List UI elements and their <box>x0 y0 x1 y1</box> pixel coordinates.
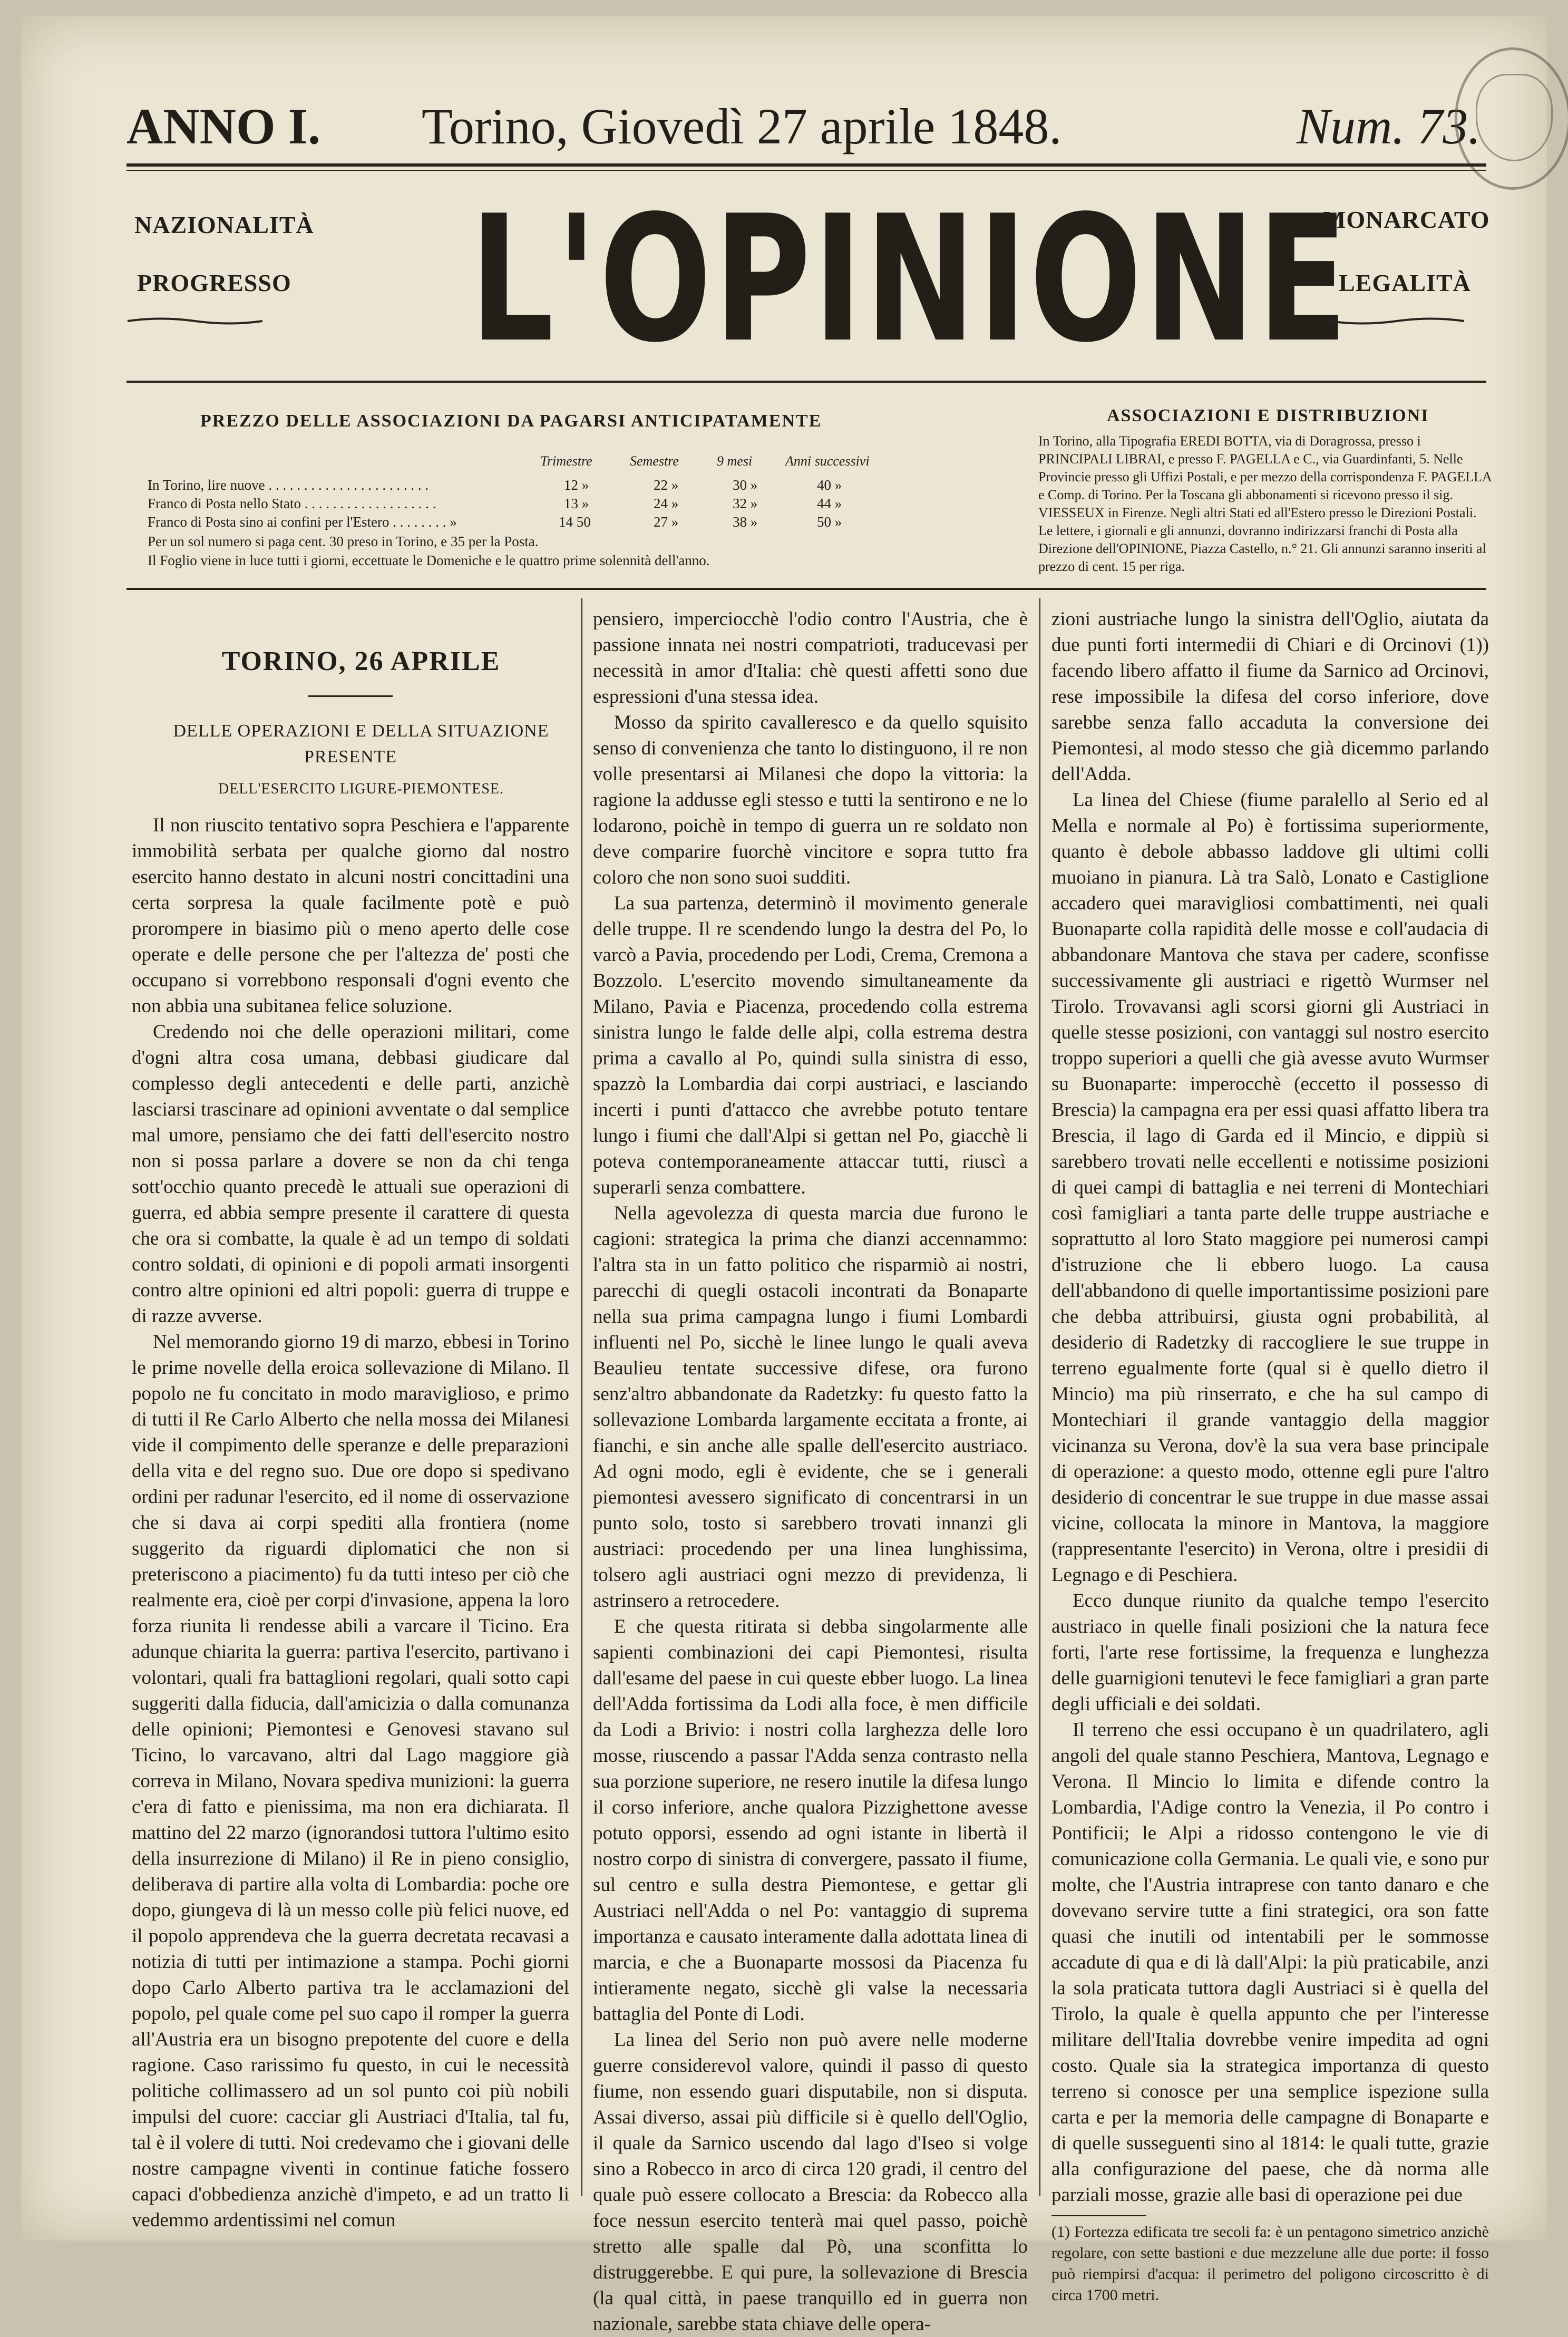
article-column-1 <box>132 606 569 2233</box>
distribution-header: ASSOCIAZIONI E DISTRIBUZIONI <box>1107 406 1429 425</box>
footnote: (1) Fortezza edificata tre secoli fa: è un pentagono simetrico anzichè regolare, con sette bastioni e due mezzelune alle due porte: il fosso può riempirsi d'acqua: il perimetro del poligono circoscritto è di circa 1700 metri. <box>1051 2223 1489 2304</box>
paragraph: La linea del Serio non può avere nelle moderne guerre considerevol valore, quindi il passo di questo fiume, non essendo guari disputabile, non si disputa. Assai diverso, assai più difficile si è quello dell'Oglio, il quale da Sarnico uscendo dal lago d'Iseo si volge sino a Robecco in arco di circa 120 gradi, il centro del quale può essere collocato a Brescia: da Robecco alla foce nessun esercito tenterà mai quel passo, poichè stretto alle spalle dal Pò, una sconfitta lo distruggerebbe. E qui pure, la sollevazione di Brescia (la qual città, in paese tranquillo ed in guerra non nazionale, sarebbe stata chiave delle opera- <box>593 2029 1028 2335</box>
paragraph: E che questa ritirata si debba singolarmente alle sapienti combinazioni dei capi Piemontesi, risulta dall'esame del paese in cui queste ebber luogo. La linea dell'Adda fortissima da Lodi alla foce, è men difficile da Lodi a Brivio: i nostri colla larghezza delle loro mosse, riuscendo a passar l'Adda senza contrasto nella sua porzione superiore, ne resero inutile la difesa lungo il corso inferiore, anche qualora Pizzighettone avesse potuto opporsi, essendo ad ogni istante in libertà il nostro corpo di sinistra di convergere, passato il fiume, sul centro e sulla destra Piemontese, e gettar gli Austriaci nell'Adda o nel Po: vantaggio di suprema importanza e causato interamente dalla adottata linea di marcia, e che a Buonaparte mossosi da Piacenza fu intieramente negato, sicchè gli valse la necessaria battaglia del Ponte di Lodi. <box>593 1616 1028 2025</box>
paragraph: Credendo noi che delle operazioni militari, come d'ogni altra cosa umana, debbasi giudicare dal complesso degli antecedenti e delle parti, anzichè lasciarsi trascinare ad opinioni avventate o dal semplice mal umore, pensiamo che dei fatti dell'esercito nostro non si possa parlare a dovere se non da chi tenga sott'occhio quanto precedè le attuali sue operazioni di guerra, ed abbia sempre presente il carattere di questa che ora si combatte, la quale è ad un tempo di soldati contro soldati, di opinioni e di popoli armati insorgenti contro altre opinioni ed altri popoli: guerra di truppe e di razze avverse. <box>132 1021 569 1327</box>
volume-label: ANNO I. <box>126 98 321 154</box>
article-title: DELLE OPERAZIONI E DELLA SITUAZIONE PRESENTE <box>173 721 549 767</box>
issue-number: Num. 73. <box>1297 98 1481 154</box>
col-anni: Anni successivi <box>785 453 870 469</box>
article-column-3 <box>1051 606 1489 2306</box>
paragraph: Nel memorando giorno 19 di marzo, ebbesi in Torino le prime novelle della eroica sollevazione di Milano. Il popolo ne fu concitato in modo maraviglioso, e primo di tutti il Re Carlo Alberto che nella mossa dei Milanesi vide il compimento delle speranze e delle preparazioni della vita e del regno suo. Due ore dopo si spedivano ordini per radunar l'esercito, ed il nome di osservazione che si dava ai corpi spediti alla frontiera (nome suggerito da riguardi diplomatici che non si preteriscono a piacimento) fu da tutti inteso per ciò che realmente era, cioè per corpi d'invasione, appena la loro forza riunita li rendesse abili a varcare il Ticino. Era adunque chiarita la guerra: partiva l'esercito, partivano i volontari, quali fra battaglioni regolari, quali sotto capi suggeriti dalla fiducia, dall'amicizia o dalla comunanza delle opinioni; Piemontesi e Genovesi stavano sul Ticino, lo varcavano, altri dal Lago maggiore già correva in Milano, Novara spediva munizioni: la guerra c'era di fatto e pienissima, ma non era dichiarata. Il mattino del 22 marzo (ignorandosi tuttora l'ultimo esito della insurrezione di Milano) il Re in pieno consiglio, deliberava di partire alla volta di Lombardia: poche ore dopo, giungeva di là un messo colle più felici nuove, ed il popolo apprendeva che la guerra decretata recavasi a notizia di tutti per intimazione a stampa. Pochi giorni dopo Carlo Alberto partiva tra le acclamazioni del popolo, pel quale come pel suo capo il romper la guerra all'Austria era un bisogno prepotente del cuore e della ragione. Caso rarissimo fu questo, in cui le necessità politiche collimassero ad un sol punto coi più nobili impulsi del cuore: cacciar gli Austriaci d'Italia, tal fu, tal è il volere di tutti. Noi credevamo che i giovani delle nostre campagne viventi in continue fatiche fossero capaci d'obbedienza anzichè d'impeto, e ad un tratto li vedemmo ardentissimi nel comun <box>132 1331 569 2231</box>
distribution-text: In Torino, alla Tipografia EREDI BOTTA, via di Doragrossa, presso i PRINCIPALI LIBRAI, e presso F. PAGELLA e C., via Guardinfanti, 5. Nelle Provincie presso gli Uffizi Postali, e per mezzo della corrispondenza F. PAGELLA e Comp. di Torino. Per la Toscana gli abbonamenti si ricevono presso il sig. VIESSEUX in Firenze. Negli altri Stati ed all'Estero presso le Direzioni Postali. Le lettere, i giornali e gli annunzi, dovranno indirizzarsi franchi di Posta alla Direzione dell'OPINIONE, Piazza Castello, n.° 21. Gli annunzi saranno inseriti al prezzo di cent. 15 per riga. <box>1038 433 1492 574</box>
dateline <box>126 95 1481 158</box>
article-subtitle: DELL'ESERCITO LIGURE-PIEMONTESE. <box>218 781 504 797</box>
motto-progresso: PROGRESSO <box>137 269 291 296</box>
motto-monarcato: MONARCATO <box>1323 206 1490 233</box>
col-9mesi: 9 mesi <box>717 453 753 469</box>
stamp-seal-icon <box>1455 47 1568 190</box>
paragraph: Mosso da spirito cavalleresco e da quello squisito senso di convenienza che tanto lo distinguono, il re non volle presentarsi ai Milanesi che dopo la vittoria: la ragione la addusse egli stesso e tutti la sentirono e ne lo lodarono, poichè in tempo di guerra un re soldato non deve comparire fuorchè vincitore e sopra tutto fra coloro che non sono suoi sudditi. <box>593 712 1028 888</box>
article-column-2 <box>593 606 1028 2337</box>
motto-nazionalita: NAZIONALITÀ <box>134 211 314 238</box>
subscription-prices: PREZZO DELLE ASSOCIAZIONI DA PAGARSI ANTICIPATAMENTE Trimestre Semestre 9 mesi Anni successivi In Torino, lire nuove . . . . . . . . . . . . . . . . . . . . . . . 12 » 22 » 30 » 40 » Franco di Posta nello Stato . . . . . . . . . . . . . . . . . . . 13 » 24 » 32 » 44 » Franco di Posta sino ai confini per l'Estero . . . . . . . . » 14 50 27 » 38 » 50 » Per un sol numero si paga cent. 30 preso in Torino, e 35 per la Posta. Il Foglio viene in luce tutti i giorni, eccettuate le Domeniche e le quattro prime solennità dell'anno. <box>148 411 870 568</box>
paragraph: Ecco dunque riunito da qualche tempo l'esercito austriaco in quelle finali posizioni che la natura fece forti, l'arte rese fortissime, la frequenza e lunghezza delle guarnigioni tenutevi le fece famigliari a gran parte degli ufficiali e dei soldati. <box>1051 1590 1489 1715</box>
motto-legalita: LEGALITÀ <box>1339 269 1471 296</box>
paragraph: Il terreno che essi occupano è un quadrilatero, agli angoli del quale stanno Peschiera, Mantova, Legnago e Verona. Il Mincio lo limita e difende contro la Lombardia, l'Adige contro la Venezia, il Po contro i Pontificii; le Alpi a ridosso contengono le vie di comunicazione colla Germania. Le quali vie, e sono pur molte, che l'Austria intraprese con tanto danaro e che dovevano servire tutte a fini strategici, ora son fatte quasi che inutili od intentabili per le sommosse accadute di qua e di là dall'Alpi: la più praticabile, anzi la sola praticata tuttora dagli Austriaci si è quella del Tirolo, la quale è quella appunto che per l'interesse militare dell'Italia dovrebbe venire impedita ad ogni costo. Quale sia la strategica importanza di questo terreno si conosce per una semplice ispezione sulla carta e per la memoria delle campagne di Bonaparte e di quelle susseguenti sino al 1814: le quali tutte, grazie alla configurazione del paese, che dà norma alle parziali mosse, grazie alle basi di operazione pei due <box>1051 1719 1489 2206</box>
top-rule <box>126 163 1486 167</box>
header-bottom-rule <box>126 588 1486 590</box>
distribution-info <box>1022 395 1497 596</box>
paragraph: Il non riuscito tentativo sopra Peschiera e l'apparente immobilità serbata per qualche giorno dal nostro esercito hanno destato in alcuni nostri concittadini una certa sorpresa la quale facilmente potè e può prorompere in biasimo più o meno aperto delle cose operate e delle persone che per l'altezza de' posti che occupano si vorrebbono responsali d'ogni evento che non abbia una subitanea felice soluzione. <box>132 814 569 1017</box>
price-note-publication: Il Foglio viene in luce tutti i giorni, eccettuate le Domeniche e le quattro prime solennità dell'anno. <box>148 552 710 568</box>
column-divider <box>1039 598 1040 2196</box>
paragraph: La linea del Chiese (fiume paralello al Serio ed al Mella e normale al Po) è fortissima superiormente, quanto è debole abbasso laddove gli ultimi colli muoiano in pianura. Là tra Salò, Lonato e Castiglione accadero quei maravigliosi combattimenti, nei quali Buonaparte colla rapidità delle mosse e coll'audacia di abbandonare Mantova che stava per cadere, sconfisse successivamente gli austriaci e rigettò Wurmser nel Tirolo. Trovavansi agli scorsi giorni gli Austriaci in quelle stesse posizioni, con vantaggi sul nostro esercito troppo superiori a quelli che già avesse avuto Wurmser su Buonaparte: imperocchè (eccetto il possesso di Brescia) la campagna era per essi quasi affatto libera tra Brescia, il lago di Garda ed il Mincio, e dippiù si sarebbero trovati nelle eccellenti e notissime posizioni di quei campi di battaglia e nei terreni di Montechiari così famigliari a tanta parte delle truppe austriache e soprattutto al loro Stato maggiore pei numerosi campi d'istruzione che li ebbero luogo. La causa dell'abbandono di quelle importantissime posizioni pare che debba attribuirsi, giusta ogni probabilità, al desiderio di Radetzky di raccogliere le sue truppe in terreno egualmente forte (qual si è quello dietro il Mincio) ma più rinserrato, e che ha sul campo di Montechiari il grande vantaggio della maggior vicinanza su Verona, dov'è la sua vera base principale di operazione: a questo modo, ottenne egli pure l'altro desiderio di concentrar le sue truppe in due masse assai vicine, collocata la minore in Mantova, la maggiore (rappresentante l'esercito) in Verona, oltre i presidii di Legnago e di Peschiera. <box>1051 789 1489 1586</box>
footnote-rule <box>1051 2215 1146 2216</box>
newspaper-page <box>21 16 1547 2335</box>
paragraph: Nella agevolezza di questa marcia due furono le cagioni: strategica la prima che dianzi accennammo: l'altra sta in un fatto politico che risparmiò ai nostri, parecchi di quegli ostacoli incontrati da Bonaparte nella sua prima campagna lungo i fiumi Lombardi influenti nel Po, sicchè le linee lungo le quali aveva Beaulieu tentate successive difese, ora furono senz'altro abbandonate da Radetzky: fu questo fatto la sollevazione Lombarda largamente eccitata a fronte, ai fianchi, e sin anche alle spalle dell'esercito austriaco. Ad ogni modo, egli è evidente, che se i generali piemontesi avessero significato di concentrarsi in un punto solo, tosto si sarebbero trovati innanzi gli austriaci: procedendo per una linea lunghissima, tolsero agli austriaci ogni mezzo di previdenza, li astrinsero a retrocedere. <box>593 1203 1028 1612</box>
left-swash-ornament <box>126 316 264 326</box>
top-rule-thin <box>126 170 1486 171</box>
col-trimestre: Trimestre <box>540 453 592 469</box>
price-note-single-copy: Per un sol numero si paga cent. 30 preso in Torino, e 35 per la Posta. <box>148 534 539 549</box>
issue-date: Torino, Giovedì 27 aprile 1848. <box>422 98 1062 154</box>
paragraph: zioni austriache lungo la sinistra dell'Oglio, aiutata da due punti forti intermedii di Chiari e di Orcinovi (1)) facendo libero affatto il fiume da Sarnico ad Orcinovi, rese impossibile la difesa del corso inferiore, dove sarebbe senza fallo accaduta la conversione dei Piemontesi, al modo stesso che già dicemmo parlando dell'Adda. <box>1051 608 1489 785</box>
prices-header: PREZZO DELLE ASSOCIAZIONI DA PAGARSI ANTICIPATAMENTE <box>200 411 822 431</box>
col-semestre: Semestre <box>630 453 679 469</box>
paragraph: pensiero, imperciocchè l'odio contro l'Austria, che è passione innata nei nostri compatrioti, traducevasi per necessità in amor d'Italia: chè questi affetti sono due espressioni d'una stessa idea. <box>593 608 1028 707</box>
masthead-rule <box>126 381 1486 383</box>
paragraph: La sua partenza, determinò il movimento generale delle truppe. Il re scendendo lungo la destra del Po, lo varcò a Pavia, procedendo per Lodi, Crema, Cremona a Bozzolo. L'esercito movendo simultaneamente da Milano, Pavia e Piacenza, procedendo colla estrema sinistra lungo le falde delle alpi, colla estrema destra prima a cavallo al Po, quindi sulla sinistra di esso, spazzò la Lombardia dai corpi austriaci, e lasciando incerti i punti d'attacco che avrebbe potuto tentare lungo i fiumi che dall'Alpi si gettan nel Po, giacchè li poteva contemporaneamente attaccar tutti, riuscì a superarli senza combattere. <box>593 893 1028 1198</box>
right-swash-ornament <box>1328 316 1465 326</box>
article-dateline: TORINO, 26 APRILE <box>221 646 501 676</box>
newspaper-title: L'OPINIONE <box>470 178 1350 381</box>
column-divider <box>581 598 582 2196</box>
